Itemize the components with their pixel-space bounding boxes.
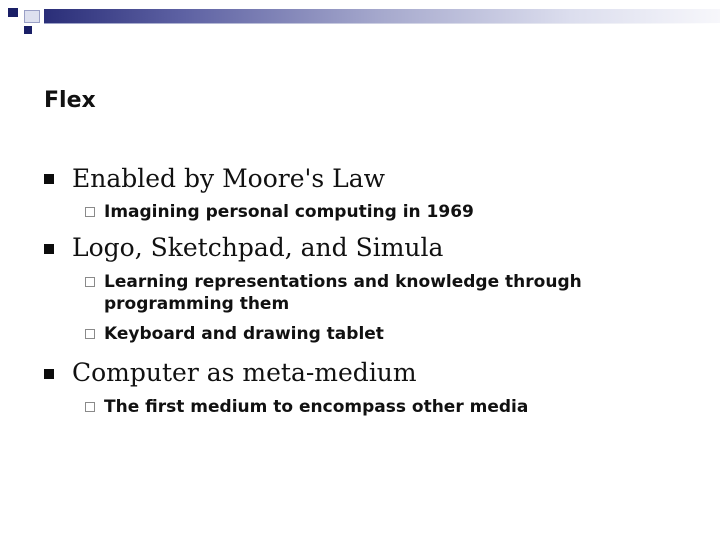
bullet-text: Computer as meta-medium xyxy=(72,358,417,387)
hollow-square-bullet-icon xyxy=(85,277,95,287)
decorative-square-icon xyxy=(24,26,32,34)
sub-bullet-text: Learning representations and knowledge through xyxy=(104,272,582,292)
hollow-square-bullet-icon xyxy=(85,207,95,217)
bullet-text: Enabled by Moore's Law xyxy=(72,164,386,193)
decorative-square-icon xyxy=(24,10,40,23)
sub-bullet-text-continuation: programming them xyxy=(104,294,290,314)
filled-square-bullet-icon xyxy=(44,244,54,254)
sub-bullet-text: The first medium to encompass other media xyxy=(104,397,529,417)
header-divider xyxy=(44,23,720,24)
filled-square-bullet-icon xyxy=(44,174,54,184)
bullet-text: Logo, Sketchpad, and Simula xyxy=(72,233,444,262)
sub-bullet-text: Imagining personal computing in 1969 xyxy=(104,202,474,222)
hollow-square-bullet-icon xyxy=(85,402,95,412)
decorative-square-icon xyxy=(8,8,18,17)
sub-bullet-text: Keyboard and drawing tablet xyxy=(104,324,384,344)
hollow-square-bullet-icon xyxy=(85,329,95,339)
header-gradient-bar xyxy=(44,9,720,23)
filled-square-bullet-icon xyxy=(44,369,54,379)
slide-title: Flex xyxy=(44,88,96,113)
